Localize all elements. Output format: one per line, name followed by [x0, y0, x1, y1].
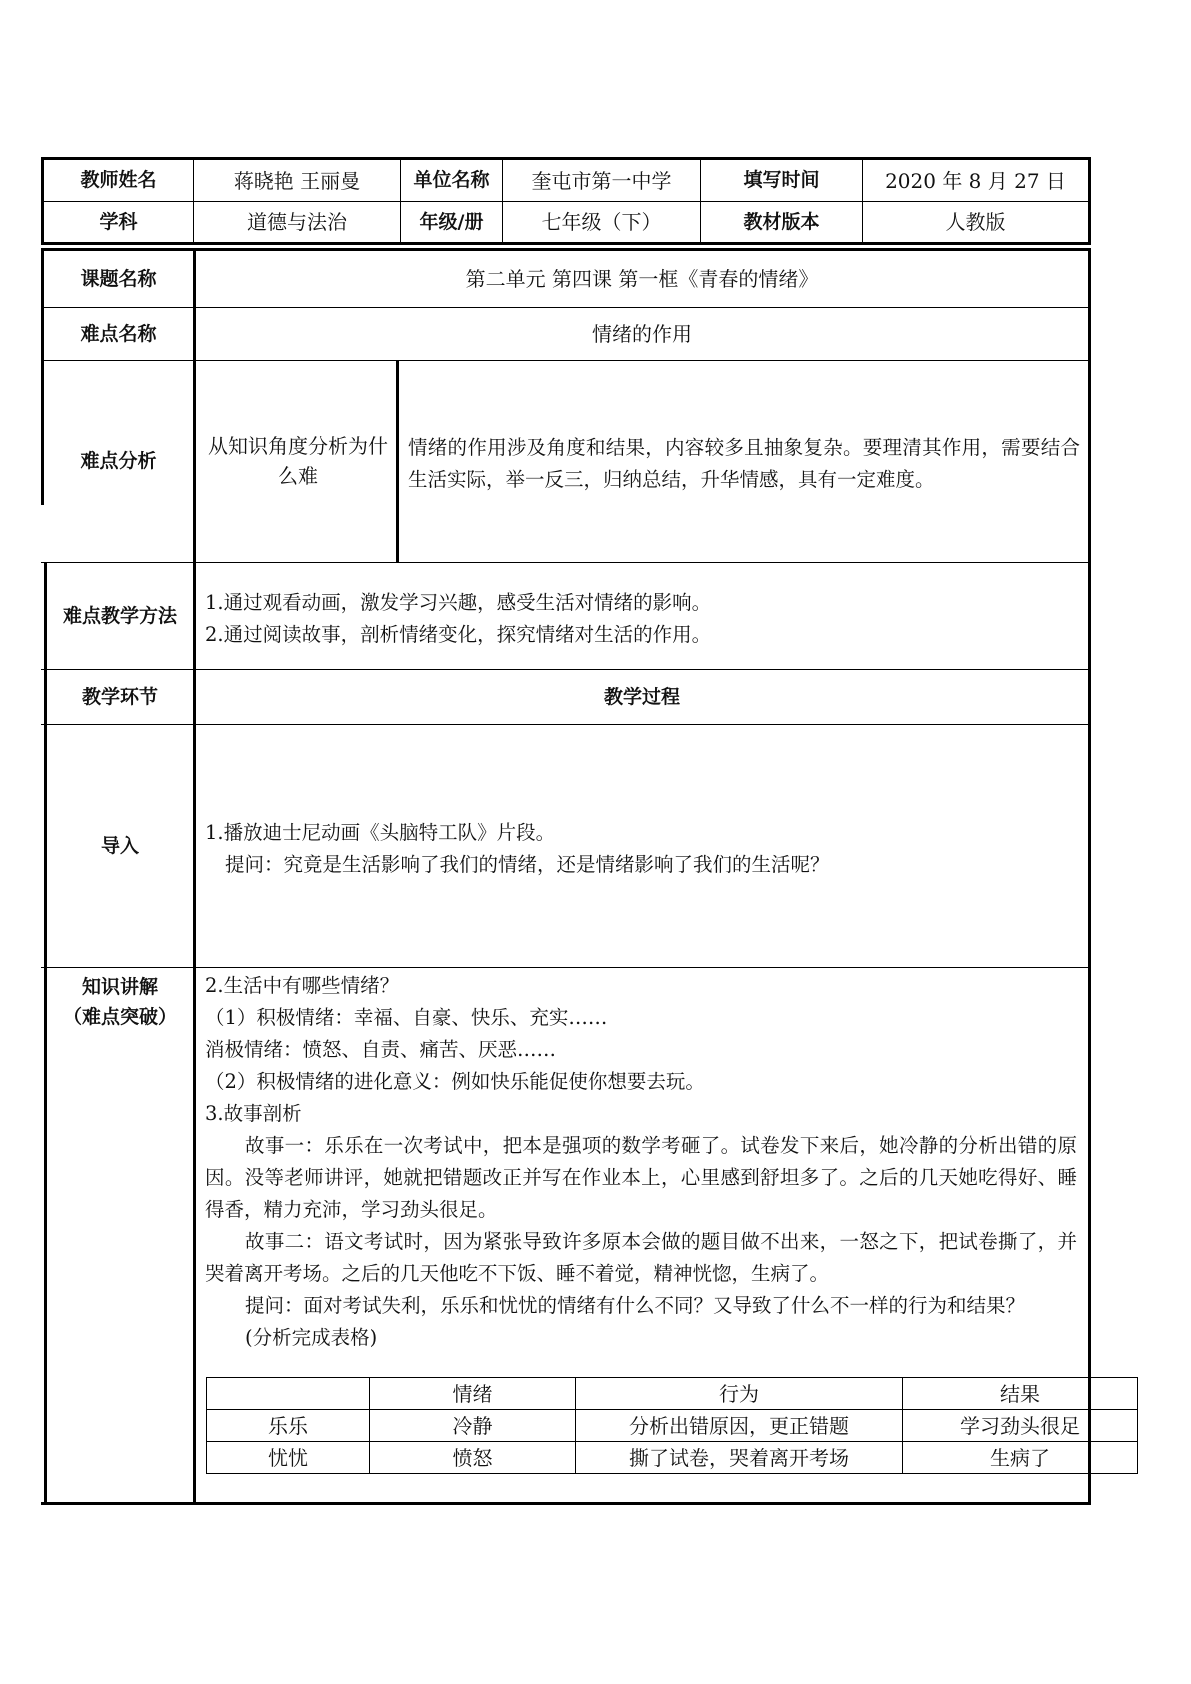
method-label: 难点教学方法 — [62, 604, 177, 627]
unit-name-label: 单位名称 — [413, 169, 490, 192]
intro-content — [205, 817, 1075, 881]
analysis-sub-label: 从知识角度分析为什么难 — [208, 434, 388, 488]
table-cell: 忧忧 — [268, 1445, 308, 1470]
table-header-cell: 结果 — [1000, 1381, 1040, 1406]
edition-value: 人教版 — [945, 210, 1006, 234]
story-one: 故事一：乐乐在一次考试中，把本是强项的数学考砸了。试卷发下来后，她冷静的分析出错的原因。没等老师讲评，她就把错题改正并写在作业本上，心里感到舒坦多了。之后的几天她吃得好、睡得香，精力充沛，学习劲头很足。 — [205, 1134, 1077, 1221]
knowledge-line: 2.生活中有哪些情绪？ — [205, 974, 400, 997]
fill-date-label: 填写时间 — [743, 169, 820, 192]
knowledge-line: 消极情绪：愤怒、自责、痛苦、厌恶…… — [205, 1038, 557, 1061]
analysis-label: 难点分析 — [80, 450, 157, 473]
table-cell: 撕了试卷，哭着离开考场 — [629, 1445, 849, 1470]
table-header-cell: 情绪 — [452, 1381, 493, 1406]
topic-value: 第二单元 第四课 第一框《青春的情绪》 — [465, 267, 819, 291]
knowledge-label-line1: 知识讲解 — [81, 976, 158, 998]
knowledge-line: 3.故事剖析 — [205, 1102, 302, 1125]
intro-question: 提问：究竟是生活影响了我们的情绪，还是情绪影响了我们的生活呢？ — [225, 853, 830, 876]
table-cell: 生病了 — [990, 1445, 1050, 1470]
fill-date-value: 2020 年 8 月 27 日 — [885, 168, 1066, 193]
stage-label: 教学环节 — [81, 685, 158, 708]
intro-line: 1.播放迪士尼动画《头脑特工队》片段。 — [205, 821, 556, 844]
teacher-name-value: 蒋晓艳 王丽曼 — [233, 168, 361, 193]
method-line: 2.通过阅读故事，剖析情绪变化，探究情绪对生活的作用。 — [205, 623, 712, 646]
edition-label: 教材版本 — [743, 210, 820, 233]
knowledge-line: （2）积极情绪的进化意义：例如快乐能促使你想要去玩。 — [205, 1070, 705, 1093]
unit-name-value: 奎屯市第一中学 — [531, 168, 672, 193]
table-cell: 乐乐 — [268, 1413, 308, 1438]
knowledge-line: （1）积极情绪：幸福、自豪、快乐、充实…… — [205, 1006, 608, 1029]
story-two: 故事二：语文考试时，因为紧张导致许多原本会做的题目做不出来，一怒之下，把试卷撕了，并哭着离开考场。之后的几天他吃不下饭、睡不着觉，精神恍惚，生病了。 — [205, 1230, 1077, 1285]
table-cell: 愤怒 — [452, 1445, 493, 1470]
knowledge-content — [205, 970, 1077, 1354]
knowledge-label-line2: （难点突破） — [62, 1006, 177, 1028]
method-line: 1.通过观看动画，激发学习兴趣，感受生活对情绪的影响。 — [205, 591, 712, 614]
subject-value: 道德与法治 — [247, 210, 347, 234]
knowledge-label — [47, 972, 193, 1032]
teacher-name-label: 教师姓名 — [80, 169, 157, 192]
table-header-cell — [207, 1378, 369, 1409]
analysis-note: (分析完成表格) — [245, 1326, 378, 1349]
topic-label: 课题名称 — [80, 267, 157, 290]
difficulty-label: 难点名称 — [80, 322, 157, 345]
table-header-cell: 行为 — [719, 1381, 759, 1406]
grade-label: 年级/册 — [419, 210, 484, 233]
story-question: 提问：面对考试失利，乐乐和忧忧的情绪有什么不同？又导致了什么不一样的行为和结果？ — [245, 1294, 1026, 1317]
grade-value: 七年级（下） — [541, 210, 662, 234]
table-cell: 冷静 — [452, 1413, 493, 1438]
table-cell: 学习劲头很足 — [960, 1413, 1080, 1438]
table-cell: 分析出错原因，更正错题 — [629, 1413, 849, 1438]
analysis-text: 情绪的作用涉及角度和结果，内容较多且抽象复杂。要理清其作用，需要结合生活实际，举一反三，归纳总结，升华情感，具有一定难度。 — [408, 436, 1080, 491]
difficulty-value: 情绪的作用 — [592, 322, 692, 346]
process-label: 教学过程 — [603, 685, 680, 708]
intro-label: 导入 — [100, 834, 139, 857]
method-list — [205, 587, 1075, 651]
subject-label: 学科 — [99, 210, 138, 233]
